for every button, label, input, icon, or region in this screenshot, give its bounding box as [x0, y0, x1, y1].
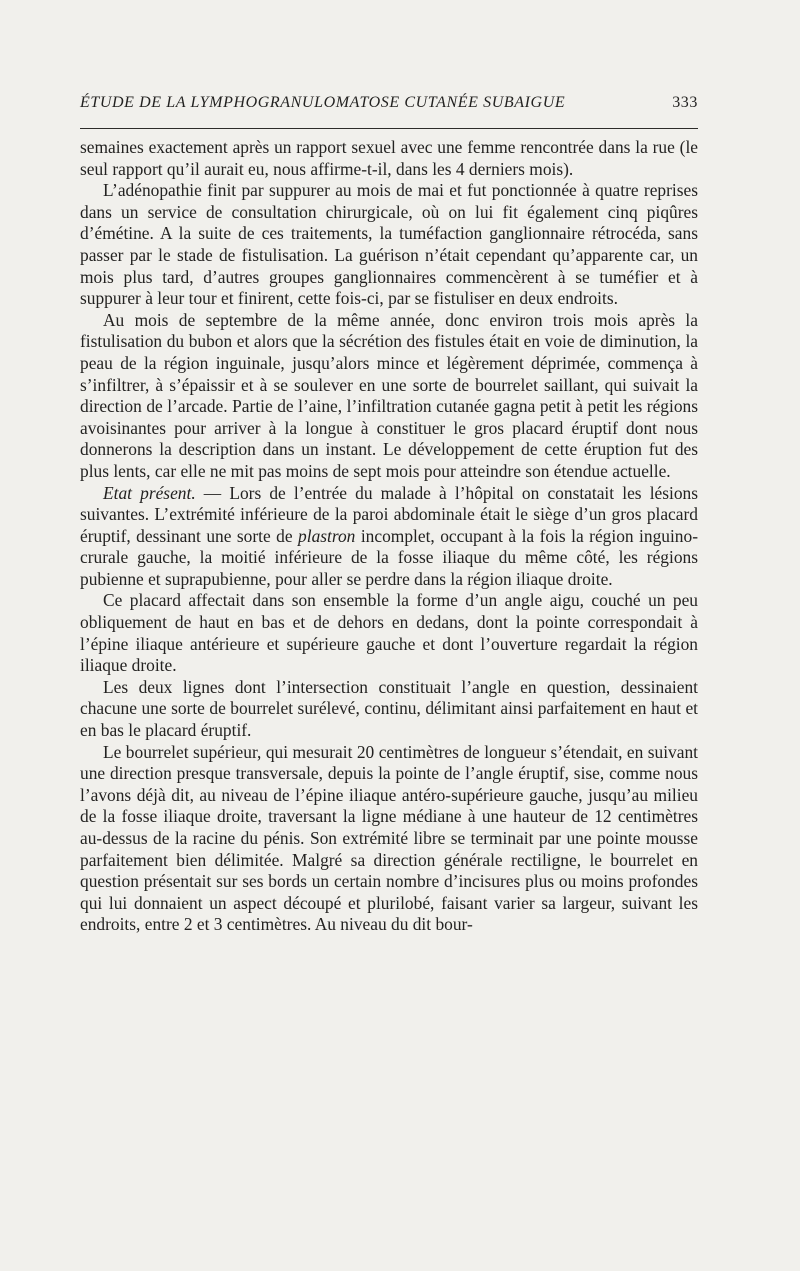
- page-number: 333: [672, 94, 698, 111]
- paragraph-continuation: semaines exactement après un rapport sexuel avec une femme rencontrée dans la rue (le seul rapport qu’il aurait eu, nous affirme-t-il, dans les 4 derniers mois).: [80, 137, 698, 179]
- paragraph-text: incomplet, occupant à la fois la région inguino-crurale gauche, la moitié inférieure de la fosse iliaque du même côté, les régions pubienne et suprapubienne, pour aller se perdre dans la région iliaque droite.: [80, 525, 698, 589]
- paragraph-text: — Lors de l’entrée du malade à l’hôpital on constatait les lésions suivantes. L’extrémité inférieure de la paroi abdominale était le siège d’un gros placard éruptif, dessinant une sorte de: [80, 482, 699, 546]
- running-head: [80, 94, 698, 118]
- body-text: [80, 137, 698, 936]
- paragraph-bourrelet: Le bourrelet supérieur, qui mesurait 20 centimètres de longueur s’étendait, en suivant une direction presque transversale, depuis la pointe de l’angle éruptif, sise, comme nous l’avons déjà dit, au niveau de l’épine iliaque antéro-supérieure gauche, jusqu’au milieu de la fosse iliaque droite, traversant la ligne médiane à une hauteur de 12 centimètres au-dessus de la racine du pénis. Son extrémité libre se terminait par une pointe mousse parfaitement bien délimitée. Malgré sa direction générale rectiligne, le bourrelet en question présentait sur ses bords un certain nombre d’incisures plus ou moins profondes qui lui donnaient un aspect découpé et plurilobé, faisant varier sa largeur, suivant les endroits, entre 2 et 3 centimètres. Au niveau du dit bour-: [80, 741, 698, 935]
- section-label-etat-present: Etat présent.: [103, 482, 196, 503]
- paragraph-etat-present: [80, 483, 698, 591]
- paragraph-lines: Les deux lignes dont l’intersection constituait l’angle en question, dessinaient chacune une sorte de bourrelet surélevé, continu, délimitant ainsi parfaitement en haut et en bas le placard éruptif.: [80, 676, 698, 741]
- header-rule: [80, 128, 698, 129]
- paragraph-adenopathy: L’adénopathie finit par suppurer au mois de mai et fut ponctionnée à quatre reprises dans un service de consultation chirurgicale, où on lui fit également cinq piqûres d’émétine. A la suite de ces traitements, la tuméfaction ganglionnaire rétrocéda, sans passer par le stade de fistulisation. La guérison n’était cependant qu’apparente car, un mois plus tard, d’autres groupes ganglionnaires commencèrent à se tuméfier et à suppurer à leur tour et finirent, cette fois-ci, par se fistuliser en deux endroits.: [80, 180, 698, 309]
- paragraph-angle: Ce placard affectait dans son ensemble la forme d’un angle aigu, couché un peu obliquement de haut en bas et de dehors en dedans, dont la pointe correspondait à l’épine iliaque antérieure et supérieure gauche et dont l’ouverture regardait la région iliaque droite.: [80, 590, 698, 676]
- emphasis-plastron: plastron: [298, 525, 356, 546]
- paragraph-september: Au mois de septembre de la même année, donc environ trois mois après la fistulisation du bubon et alors que la sécrétion des fistules était en voie de diminution, la peau de la région inguinale, jusqu’alors mince et légèrement déprimée, commença à s’infiltrer, à s’épaissir et à se soulever en une sorte de bourrelet saillant, qui suivait la direction de l’arcade. Partie de l’aine, l’infiltration cutanée gagna petit à petit les régions avoisinantes pour arriver à la longue à constituer le gros placard éruptif dont nous donnerons la description dans un instant. Le développement de cette éruption fut des plus lents, car elle ne mit pas moins de sept mois pour atteindre son étendue actuelle.: [80, 309, 698, 481]
- running-title: ÉTUDE DE LA LYMPHOGRANULOMATOSE CUTANÉE SUBAIGUE: [80, 94, 566, 111]
